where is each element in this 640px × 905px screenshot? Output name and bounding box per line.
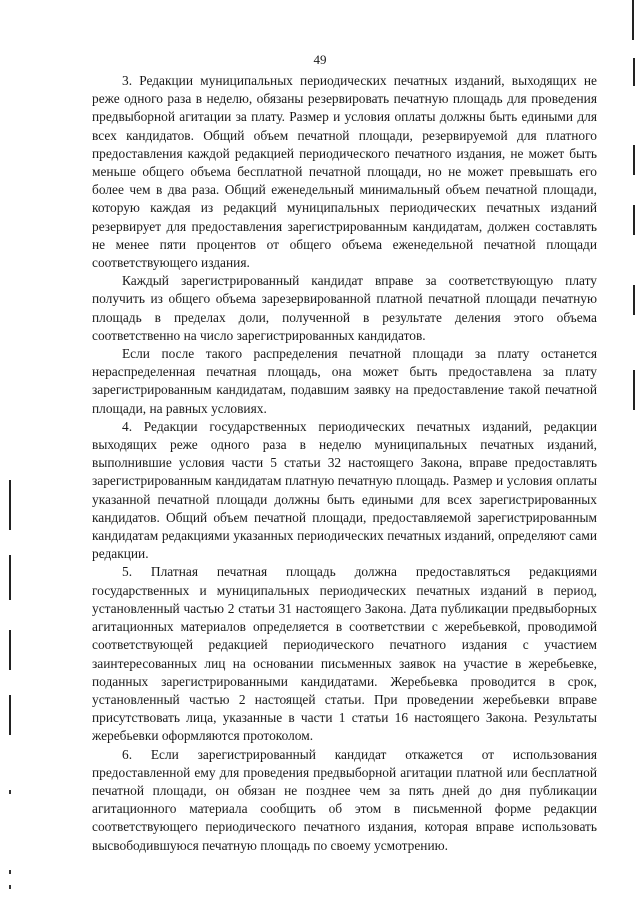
scan-edge-mark <box>9 630 11 670</box>
page-number: 49 <box>313 52 327 67</box>
document-body <box>92 72 597 855</box>
paragraph-6: 6. Если зарегистрированный кандидат откажется от использования предоставленной ему для проведения предвыборной агитации платной или бесплатной печатной площади, он обязан не позднее чем за пять дней до дня публикации агитационного материала сообщить об этом в письменной форме редакции соответствующего периодического печатного издания, которая вправе использовать высвободившуюся печатную площадь по своему усмотрению. <box>92 746 597 853</box>
paragraph-3-cont-1: Каждый зарегистрированный кандидат вправе за соответствующую плату получить из общего объема зарезервированной платной печатной площади печатную площадь в пределах доли, полученной в результате деления этого объема соответственно на число зарегистрированных кандидатов. <box>92 273 597 343</box>
scan-edge-mark <box>9 695 11 735</box>
paragraph-4: 4. Редакции государственных периодических печатных изданий, редакции выходящих реже одного раза в неделю муниципальных печатных изданий, выполнившие условия части 5 статьи 32 настоящего Закона, вправе предоставлять зарегистрированным кандидатам платную печатную площадь. Размер и условия оплаты указанной печатной площади должны быть едиными для всех зарегистрированных кандидатов. Общий объем печатной площади, предоставляемой зарегистрированным кандидатам редакциями указанных периодических печатных изданий, определяют сами редакции. <box>92 418 597 562</box>
scan-edge-mark <box>9 885 11 889</box>
paragraph-3-cont-2: Если после такого распределения печатной площади за плату останется нераспределенная печатная площадь, она может быть предоставлена за плату зарегистрированным кандидатам, подавшим заявку на предоставление такой печатной площади, на равных условиях. <box>92 346 597 416</box>
scan-edge-mark <box>633 285 635 315</box>
scan-edge-mark <box>9 480 11 530</box>
scan-edge-mark <box>9 870 11 874</box>
scan-edge-mark <box>9 555 11 600</box>
scan-edge-mark <box>632 0 634 40</box>
scan-edge-mark <box>9 790 11 794</box>
scan-edge-mark <box>633 370 635 410</box>
paragraph-3: 3. Редакции муниципальных периодических печатных изданий, выходящих не реже одного раза в неделю, обязаны резервировать печатную площадь для проведения предвыборной агитации за плату. Размер и условия оплаты должны быть едиными для всех кандидатов. Общий объем печатной площади, резервируемой для платного предоставления каждой редакцией периодического печатного издания, не может быть меньше общего объема бесплатной печатной площади, но не может превышать его более чем в два раза. Общий еженедельный минимальный объем печатной площади, которую каждая из редакций муниципальных периодических печатных изданий резервирует для предоставления зарегистрированным кандидатам, должен составлять не менее пяти процентов от общего объема еженедельной печатной площади соответствующего издания. <box>92 73 597 271</box>
scan-edge-mark <box>633 58 635 86</box>
paragraph-5: 5. Платная печатная площадь должна предоставляться редакциями государственных и муниципальных периодических печатных изданий в период, установленный частью 2 статьи 31 настоящего Закона. Дата публикации предвыборных агитационных материалов определяется в соответствии с жеребьевкой, проводимой соответствующей редакцией периодического печатного издания с участием заинтересованных лиц на основании письменных заявок на участие в жеребьевке, поданных зарегистрированными кандидатами. Жеребьевка проводится в срок, установленный частью 2 настоящей статьи. При проведении жеребьевки вправе присутствовать лица, указанные в части 1 статьи 16 настоящего Закона. Результаты жеребьевки оформляются протоколом. <box>92 564 597 744</box>
scan-edge-mark <box>633 145 635 175</box>
scan-edge-mark <box>633 205 635 235</box>
